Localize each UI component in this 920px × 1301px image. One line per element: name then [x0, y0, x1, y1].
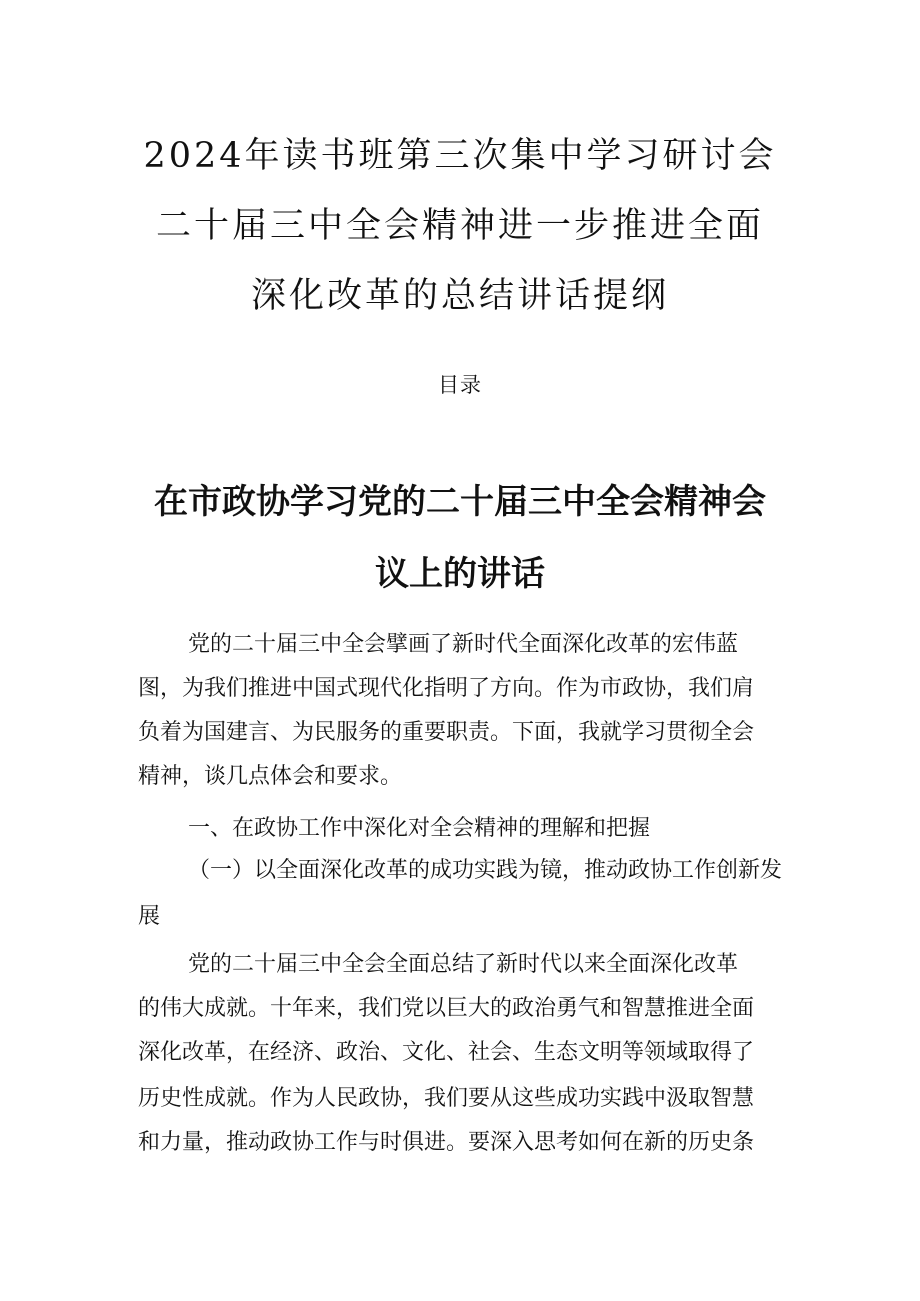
subsection-heading-1-cont: 展 — [138, 904, 161, 929]
document-title-line-1: 2024年读书班第三次集中学习研讨会 — [143, 136, 777, 176]
document-title-line-2: 二十届三中全会精神进一步推进全面 — [155, 206, 764, 246]
document-title-line-3: 深化改革的总结讲话提纲 — [250, 276, 669, 316]
section-heading-1: 一、在政协工作中深化对全会精神的理解和把握 — [188, 816, 651, 841]
body-line-5: 党的二十届三中全会全面总结了新时代以来全面深化改革 — [188, 952, 739, 977]
subsection-heading-1: （一）以全面深化改革的成功实践为镜，推动政协工作创新发 — [188, 858, 783, 883]
body-line-4: 精神，谈几点体会和要求。 — [138, 764, 403, 789]
body-line-6: 的伟大成就。十年来，我们党以巨大的政治勇气和智慧推进全面 — [138, 996, 755, 1021]
speech-title-line-2: 议上的讲话 — [375, 554, 545, 594]
body-line-8: 历史性成就。作为人民政协，我们要从这些成功实践中汲取智慧 — [138, 1086, 755, 1111]
body-line-3: 负着为国建言、为民服务的重要职责。下面，我就学习贯彻全会 — [138, 720, 755, 745]
body-line-2: 图，为我们推进中国式现代化指明了方向。作为市政协，我们肩 — [138, 676, 755, 701]
table-of-contents-label: 目录 — [438, 373, 482, 397]
body-line-7: 深化改革，在经济、政治、文化、社会、生态文明等领域取得了 — [138, 1040, 755, 1065]
speech-title-line-1: 在市政协学习党的二十届三中全会精神会 — [154, 482, 766, 522]
body-line-1: 党的二十届三中全会擘画了新时代全面深化改革的宏伟蓝 — [188, 632, 739, 657]
body-line-9: 和力量，推动政协工作与时俱进。要深入思考如何在新的历史条 — [138, 1130, 755, 1155]
